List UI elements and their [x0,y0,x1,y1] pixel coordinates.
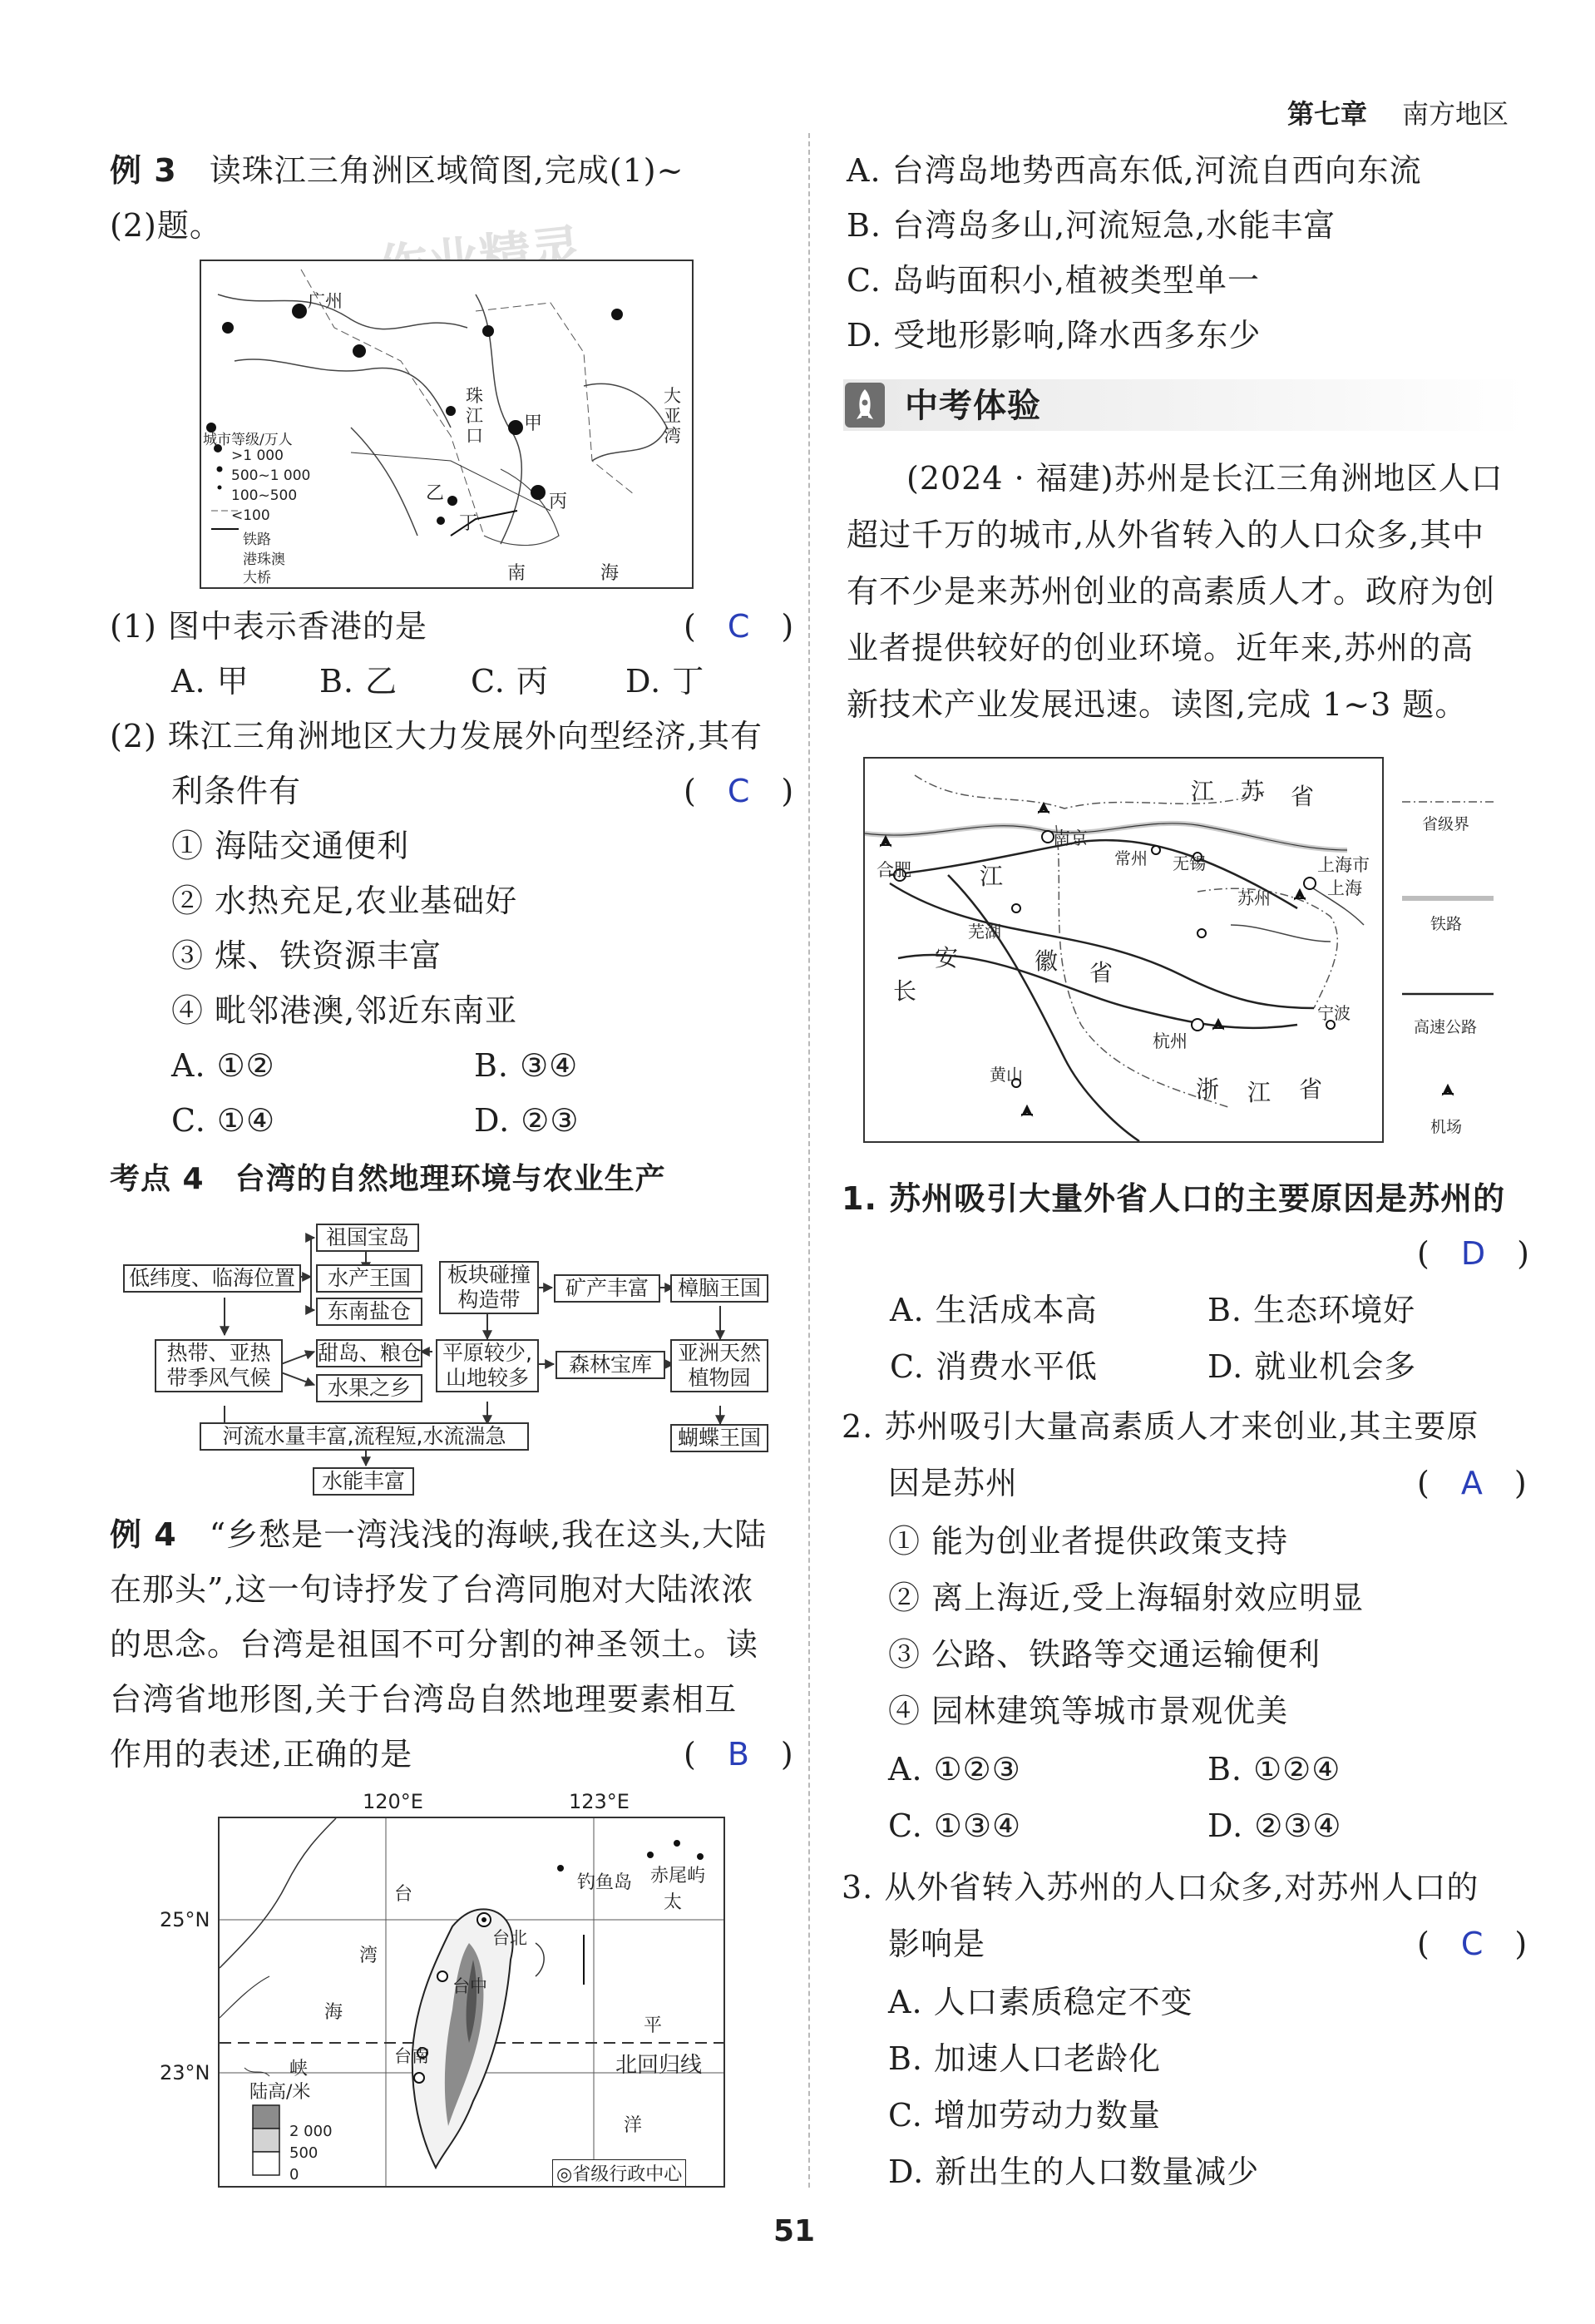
flow-kuangchan: 矿产丰富 [554,1274,660,1303]
tw-label-wan: 湾 [359,1946,378,1966]
flow-pingyuan: 平原较少, 山地较多 [436,1339,539,1392]
column-divider [808,133,810,2188]
zk-q3-answer: C [1460,1926,1484,1962]
yangtze-delta-map [863,757,1384,1143]
tw-diaoyu: 钓鱼岛 [577,1872,633,1893]
zk-q3-option-d: D. 新出生的人口数量减少 [888,2153,1260,2190]
legend-bridge-2: 大桥 [243,570,271,586]
yz-legend-airport: 机场 [1430,1118,1463,1136]
map-label-jia: 甲 [524,413,543,434]
example4-line-2: 在那头”,这一句诗抒发了台湾同胞对大陆浓浓 [110,1571,754,1608]
zhongkao-title: 中考体验 [905,387,1041,425]
zk-q1-answer: D [1460,1235,1486,1272]
zk-q2-option-b: B. ①②④ [1207,1751,1341,1788]
map-label-yi: 乙 [426,483,445,504]
example3-q2-answer: C [727,773,750,809]
example4-option-a: A. 台湾岛地势西高东低,河流自西向东流 [847,152,1422,189]
zk-q2-stem-1: 2. 苏州吸引大量高素质人才来创业,其主要原 [842,1408,1479,1445]
example3-stem-line1: 例 3 读珠江三角洲区域简图,完成(1)~ [110,152,684,189]
rocket-icon [845,383,885,428]
example3-q1-option-b: B. 乙 [319,663,398,700]
zk-q2-option-c: C. ①③④ [888,1807,1022,1844]
yz-hefei: 合肥 [877,860,911,880]
example3-q2-answer-paren: ( C ) [684,773,794,809]
example3-q1-answer-paren: ( C ) [684,608,794,645]
flow-shuineng: 水能丰富 [313,1467,414,1496]
tw-taizhong: 台中 [452,1976,487,1996]
yz-huangshan: 黄山 [990,1065,1023,1085]
example3-label: 例 3 [110,152,177,189]
example4-label: 例 4 [110,1516,177,1553]
yz-wuhu: 芜湖 [968,922,1001,942]
tw-lon-120: 120°E [363,1790,423,1813]
map-label-guangzhou: 广州 [308,291,343,311]
flow-zuguo: 祖国宝岛 [316,1224,419,1252]
example4-answer-paren: ( B ) [684,1736,793,1773]
zk-q3-option-a: A. 人口素质稳定不变 [888,1984,1193,2020]
yz-ningbo: 宁波 [1317,1003,1351,1023]
tw-label-tai: 台 [394,1884,413,1905]
map-label-ding: 丁 [459,513,478,534]
example3-q1-option-c: C. 丙 [471,663,549,700]
yz-anhui-2: 徽 [1035,947,1059,975]
example4-option-c: C. 岛屿面积小,植被类型单一 [847,262,1260,299]
flow-diwei: 低纬度、临海位置 [123,1264,301,1293]
tw-taibei: 台北 [492,1928,527,1948]
zk-q2-item-3: ③ 公路、铁路等交通运输便利 [888,1636,1321,1673]
tw-label-xia: 峡 [289,2059,309,2079]
map-label-zhujiangkou: 珠江口 [466,386,483,446]
tw-legend-0: 0 [289,2166,299,2183]
legend-rail: 铁路 [243,532,271,548]
flow-zhangnao: 樟脑王国 [670,1274,768,1303]
yz-jiangsu-3: 省 [1291,783,1315,810]
legend-level-4: <100 [231,507,270,524]
example3-stem-line2: (2)题。 [110,207,222,244]
example3-q1-option-a: A. 甲 [171,663,249,700]
example3-q2-option-c: C. ①④ [171,1102,276,1139]
map-label-nanhai-1: 南 [507,563,526,584]
yz-wuxi: 无锡 [1173,853,1206,873]
example4-option-b: B. 台湾岛多山,河流短急,水能丰富 [847,207,1336,244]
yz-anhui-3: 省 [1089,959,1114,986]
tw-lat-23: 23°N [160,2061,210,2084]
example3-q2-stem-1: (2) 珠江三角洲地区大力发展外向型经济,其有 [110,718,763,754]
flow-heliu: 河流水量丰富,流程短,水流湍急 [200,1422,529,1451]
yz-zhejiang-2: 江 [1247,1079,1272,1106]
flow-redai: 热带、亚热 带季风气候 [155,1339,283,1392]
flow-senlin: 森林宝库 [556,1351,665,1379]
example3-q2-option-d: D. ②③ [474,1102,580,1139]
flow-tiandao: 甜岛、粮仓 [316,1339,422,1367]
tw-lon-123: 123°E [569,1790,630,1813]
legend-title: 城市等级/万人 [203,432,293,448]
yz-changzhou: 常州 [1114,848,1148,868]
prd-map-drawing [201,261,692,587]
example4-line-5: 作用的表述,正确的是 [110,1736,413,1773]
flow-hudie: 蝴蝶王国 [670,1424,768,1452]
example4-answer: B [727,1736,749,1773]
legend-level-3: 100~500 [231,487,298,504]
yz-zhejiang-3: 省 [1299,1075,1323,1103]
flow-shuichan: 水产王国 [316,1264,422,1293]
example3-q2-option-b: B. ③④ [474,1047,579,1084]
yz-jiangsu-2: 苏 [1241,778,1265,805]
zk-q2-item-1: ① 能为创业者提供政策支持 [888,1523,1289,1560]
section-label: 南方地区 [1402,98,1509,130]
zhongkao-intro-3: 有不少是来苏州创业的高素质人才。政府为创 [847,573,1496,610]
yz-legend-highway: 高速公路 [1414,1018,1478,1036]
yz-suzhou: 苏州 [1237,888,1271,908]
zk-q2-answer-paren: ( A ) [1417,1465,1527,1501]
example3-q2-item-3: ③ 煤、铁资源丰富 [171,937,442,974]
legend-bridge-1: 港珠澳 [243,551,285,568]
example3-q1-option-d: D. 丁 [625,663,705,700]
example4-line-1: 例 4 “乡愁是一湾浅浅的海峡,我在这头,大陆 [110,1516,768,1553]
zk-q2-stem-2: 因是苏州 [888,1465,1019,1501]
zk-q1-stem: 1. 苏州吸引大量外省人口的主要原因是苏州的 [842,1180,1506,1217]
yz-chang: 长 [893,977,917,1005]
zhongkao-intro-1: (2024 · 福建)苏州是长江三角洲地区人口 [906,460,1504,497]
example3-q1-answer: C [727,608,750,645]
yz-jiang-river: 江 [980,863,1004,890]
zk-q2-item-2: ② 离上海近,受上海辐射效应明显 [888,1580,1365,1616]
yz-jiangsu-1: 江 [1191,778,1215,805]
example4-line-4: 台湾省地形图,关于台湾岛自然地理要素相互 [110,1681,738,1718]
kaodian4-title: 考点 4 台湾的自然地理环境与农业生产 [110,1162,666,1196]
zk-q3-answer-paren: ( C ) [1417,1926,1528,1962]
flow-yazhou: 亚洲天然 植物园 [670,1339,768,1392]
zk-q2-answer: A [1460,1465,1483,1501]
taiwan-map [218,1817,725,2188]
tw-chiwei: 赤尾屿 [650,1866,706,1886]
yz-legend-rail: 铁路 [1430,915,1463,933]
zk-q3-stem-1: 3. 从外省转入苏州的人口众多,对苏州人口的 [842,1869,1479,1906]
map-label-nanhai-2: 海 [600,563,620,584]
tw-label-yang: 洋 [624,2115,643,2136]
zk-q1-option-d: D. 就业机会多 [1207,1348,1417,1385]
tw-legend-capital: ◎省级行政中心 [552,2159,686,2187]
yz-anhui-1: 安 [935,944,959,972]
tw-legend-title: 陆高/米 [249,2082,311,2103]
zk-q1-option-c: C. 消费水平低 [890,1348,1098,1385]
zk-q1-option-b: B. 生态环境好 [1207,1292,1416,1328]
map-label-dayawan: 大亚湾 [664,386,681,446]
tw-label-pacific-tai: 太 [664,1892,683,1913]
flow-dongnan: 东南盐仓 [316,1298,422,1326]
yz-hangzhou: 杭州 [1153,1031,1188,1051]
zk-q3-option-c: C. 增加劳动力数量 [888,2097,1161,2134]
yz-zhejiang-1: 浙 [1196,1075,1220,1103]
page-number: 51 [773,2214,816,2248]
example4-option-d: D. 受地形影响,降水西多东少 [847,317,1262,354]
example3-q2-item-2: ② 水热充足,农业基础好 [171,883,518,919]
yz-nanjing: 南京 [1053,828,1088,848]
zk-q1-answer-paren: ( D ) [1417,1235,1529,1272]
flow-shuiguo: 水果之乡 [316,1374,422,1402]
example3-q2-item-4: ④ 毗邻港澳,邻近东南亚 [171,992,518,1029]
zk-q2-option-a: A. ①②③ [888,1751,1021,1788]
example3-q2-stem-2: 利条件有 [171,773,302,809]
zk-q3-option-b: B. 加速人口老龄化 [888,2040,1162,2077]
tw-legend-500: 500 [289,2144,319,2162]
tw-legend-2000: 2 000 [289,2123,333,2140]
example3-q1-stem: (1) 图中表示香港的是 [110,608,427,645]
example3-q2-item-1: ① 海陆交通便利 [171,828,410,864]
pearl-river-delta-map [200,260,694,589]
zk-q2-option-d: D. ②③④ [1207,1807,1342,1844]
tw-tropic: 北回归线 [615,2053,703,2078]
chapter-label: 第七章 [1287,98,1368,130]
zk-q1-option-a: A. 生活成本高 [890,1292,1098,1328]
example3-q2-option-a: A. ①② [171,1047,275,1084]
zk-q2-item-4: ④ 园林建筑等城市景观优美 [888,1693,1289,1729]
example4-line-3: 的思念。台湾是祖国不可分割的神圣领土。读 [110,1626,759,1663]
zhongkao-intro-2: 超过千万的城市,从外省转入的人口众多,其中 [847,517,1485,553]
tw-lat-25: 25°N [160,1908,210,1931]
legend-level-1: >1 000 [231,447,284,464]
tw-label-ping: 平 [644,2015,663,2036]
zhongkao-intro-4: 业者提供较好的创业环境。近年来,苏州的高 [847,630,1474,666]
yz-shanghai-1: 上海市 [1317,855,1370,875]
legend-level-2: 500~1 000 [231,467,311,484]
yz-shanghai-2: 上海 [1327,878,1362,898]
zhongkao-intro-5: 新技术产业发展迅速。读图,完成 1~3 题。 [847,686,1468,723]
flow-bankuai: 板块碰撞 构造带 [439,1261,539,1314]
map-label-bing: 丙 [549,492,568,512]
tw-label-hai: 海 [324,2002,343,2023]
tw-tainan: 台南 [394,2046,429,2066]
yz-legend-border: 省级界 [1422,815,1470,833]
zk-q3-stem-2: 影响是 [888,1926,986,1962]
